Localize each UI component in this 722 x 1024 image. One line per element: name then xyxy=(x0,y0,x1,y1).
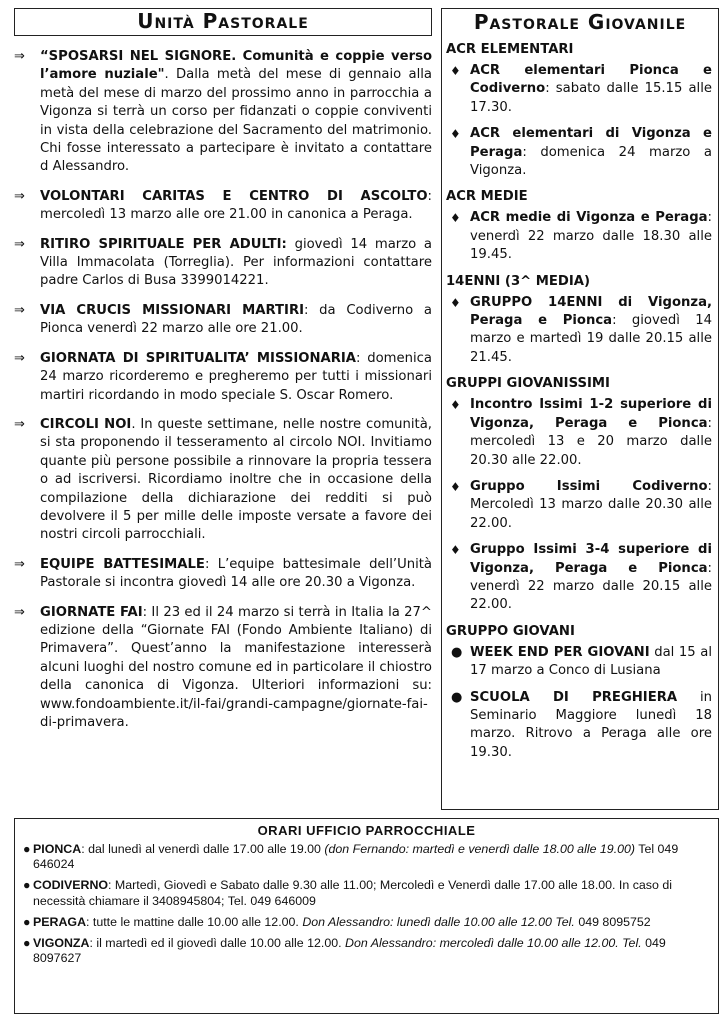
announcement-item xyxy=(14,188,432,225)
announcement-text: : domenica 24 marzo ricorderemo e pregheremo per tutti i missionari martiri ricordando in modo speciale S. Oscar Romero. xyxy=(40,350,432,403)
office-place: VIGONZA xyxy=(33,936,90,951)
office-hours-box xyxy=(14,818,719,1014)
announcement-item xyxy=(14,48,432,177)
youth-item-title: Gruppo Issimi Codiverno xyxy=(470,478,708,494)
diamond-icon: ♦ xyxy=(450,543,461,558)
section-heading: GRUPPI GIOVANISSIMI xyxy=(446,376,610,392)
arrow-icon: ⇒ xyxy=(14,416,25,432)
announcement-title: “SPOSARSI NEL SIGNORE. Comunità e coppie verso l’amore nuziale" xyxy=(40,49,432,83)
youth-item-text: in Seminario Maggiore lunedì 18 marzo. Ritrovo a Peraga alle ore 19.30. xyxy=(470,689,712,760)
youth-item-title: ACR medie di Vigonza e Peraga xyxy=(470,210,708,226)
announcement-item xyxy=(14,604,432,733)
youth-item-text: : venerdì 22 marzo dalle 18.30 alle 19.45. xyxy=(470,210,712,263)
youth-item-text: : sabato dalle 15.15 alle 17.30. xyxy=(470,81,712,115)
diamond-icon: ♦ xyxy=(450,64,461,78)
bullet-icon: ● xyxy=(451,644,463,660)
announcement-text: : L’equipe battesimale dell’Unità Pastorale si incontra giovedì 14 alle ore 20.30 a Vigonza. xyxy=(40,556,432,591)
youth-item xyxy=(442,644,718,681)
arrow-icon: ⇒ xyxy=(14,350,25,366)
announcement-text: giovedì 14 marzo a Villa Immacolata (Torreglia). Per informazioni contattare padre Carlos di Busa 3399014221. xyxy=(40,236,433,289)
announcement-item xyxy=(14,556,432,593)
youth-item-text: : mercoledì 13 e 20 marzo dalle 20.30 alle 22.00. xyxy=(470,415,712,468)
arrow-icon: ⇒ xyxy=(14,302,25,318)
office-text: : tutte le mattine dalle 10.00 alle 12.00. xyxy=(86,914,303,929)
bullet-icon: ● xyxy=(23,842,31,856)
office-italic: Don Alessandro: lunedì dalle 10.00 alle 12.00 Tel. xyxy=(302,914,575,929)
youth-item-text: : domenica 24 marzo a Vigonza. xyxy=(470,144,712,179)
announcement-text: : Il 23 ed il 24 marzo si terrà in Italia la 27^ edizione della “Giornate FAI (Fondo Ambiente Italiano) di Primavera”. Quest’anno la manifestazione interesserà alcuni luoghi del nostro comune ed in particolare il chiostro della canonica di Vigonza. Ulteriori informazioni su: www.fondoambiente.it/il-fai/grandi-campagne/giornate-fai-di-primavera. xyxy=(40,604,432,730)
office-italic: (don Fernando: martedì e venerdì dalle 18.00 alle 19.00) xyxy=(324,842,636,856)
office-tail: 049 8095752 xyxy=(574,914,651,929)
youth-item xyxy=(442,478,718,533)
announcement-item xyxy=(14,416,432,545)
announcement-item xyxy=(14,236,432,291)
office-place: CODIVERNO xyxy=(33,878,109,893)
office-place: PERAGA xyxy=(33,914,87,929)
youth-item xyxy=(442,294,718,368)
announcement-title: GIORNATA DI SPIRITUALITA’ MISSIONARIA xyxy=(40,350,356,366)
announcement-title: CIRCOLI NOI xyxy=(40,416,132,432)
announcement-title: RITIRO SPIRITUALE PER ADULTI: xyxy=(40,236,287,252)
diamond-icon: ♦ xyxy=(450,295,461,310)
youth-item-title: WEEK END PER GIOVANI xyxy=(470,644,650,660)
office-hours-item xyxy=(23,842,710,872)
announcement-title: EQUIPE BATTESIMALE xyxy=(40,556,205,572)
youth-item xyxy=(442,396,718,470)
bullet-icon: ● xyxy=(451,689,463,705)
diamond-icon: ♦ xyxy=(450,211,461,226)
arrow-icon: ⇒ xyxy=(14,604,25,620)
youth-item-text: : venerdì 22 marzo dalle 20.15 alle 22.00. xyxy=(470,560,712,613)
youth-item-text: dal 15 al 17 marzo a Conco di Lusiana xyxy=(470,644,712,679)
office-hours-item xyxy=(23,878,710,908)
youth-item-text: : Mercoledì 13 marzo dalle 20.30 alle 22.00. xyxy=(470,478,712,531)
announcement-item xyxy=(14,350,432,405)
arrow-icon: ⇒ xyxy=(14,236,25,252)
announcement-item xyxy=(14,302,432,339)
youth-item xyxy=(442,62,718,117)
pastorale-giovanile-header: Pastorale Giovanile xyxy=(473,10,687,34)
office-tail: 049 8097627 xyxy=(33,936,666,966)
youth-item xyxy=(442,209,718,264)
youth-item-text: : giovedì 14 marzo e martedì 19 dalle 20.15 alle 21.45. xyxy=(470,313,712,365)
announcement-text: . Dalla metà del mese di gennaio alla metà del mese di marzo del prossimo anno in parrocchia a Vigonza si terrà un corso per fidanzati o coppie conviventi in vista della celebrazione del Sacramento del matrimonio. Chi fosse interessato a partecipare è invitato a contattare d Alessandro. xyxy=(40,67,432,175)
unita-pastorale-column xyxy=(14,8,432,810)
youth-item-title: ACR elementari di Vigonza e Peraga xyxy=(470,126,712,160)
bullet-icon: ● xyxy=(23,878,31,893)
office-italic: Don Alessandro: mercoledì dalle 10.00 alle 12.00. Tel. xyxy=(345,936,642,951)
youth-item xyxy=(442,125,718,180)
youth-item xyxy=(442,541,718,615)
office-hours-title: ORARI UFFICIO PARROCCHIALE xyxy=(257,823,476,838)
youth-item-title: SCUOLA DI PREGHIERA xyxy=(470,689,678,705)
announcement-title: VOLONTARI CARITAS E CENTRO DI ASCOLTO xyxy=(40,188,428,204)
section-heading: GRUPPO GIOVANI xyxy=(446,623,575,639)
announcement-text: : mercoledì 13 marzo alle ore 21.00 in canonica a Peraga. xyxy=(40,188,432,223)
pastorale-giovanile-column xyxy=(441,8,719,810)
youth-item-title: GRUPPO 14ENNI di Vigonza, Peraga e Pionca xyxy=(470,294,712,329)
bullet-icon: ● xyxy=(23,936,31,951)
bullet-icon: ● xyxy=(23,914,31,929)
office-place: PIONCA xyxy=(33,842,82,856)
youth-item xyxy=(442,689,718,763)
unita-pastorale-header: Unità Pastorale xyxy=(14,8,432,36)
office-tail: Tel 049 646024 xyxy=(33,842,679,872)
arrow-icon: ⇒ xyxy=(14,49,25,64)
section-heading: ACR ELEMENTARI xyxy=(446,42,574,57)
announcement-text: : da Codiverno a Pionca venerdì 22 marzo alle ore 21.00. xyxy=(40,302,432,337)
arrow-icon: ⇒ xyxy=(14,556,25,572)
diamond-icon: ♦ xyxy=(450,479,461,494)
office-text: : il martedì ed il giovedì dalle 10.00 alle 12.00. xyxy=(89,936,345,951)
announcement-title: VIA CRUCIS MISSIONARI MARTIRI xyxy=(40,302,305,318)
arrow-icon: ⇒ xyxy=(14,188,25,204)
section-heading: ACR MEDIE xyxy=(446,189,528,205)
diamond-icon: ♦ xyxy=(450,127,461,142)
office-hours-item xyxy=(23,915,710,930)
announcement-title: GIORNATE FAI xyxy=(40,604,143,620)
youth-item-title: Gruppo Issimi 3-4 superiore di Vigonza, Peraga e Pionca xyxy=(470,542,712,576)
office-text: : Martedì, Giovedì e Sabato dalle 9.30 alle 11.00; Mercoledì e Venerdì dalle 17.00 alle 18.00. In caso di necessità chiamare il 3408945804; Tel. 049 646009 xyxy=(33,878,672,908)
diamond-icon: ♦ xyxy=(450,398,461,413)
announcement-text: . In queste settimane, nelle nostre comunità, si sta proponendo il tesseramento al circolo NOI. Invitiamo quante più persone possibile a rinnovare la propria tessera o ad iscriversi. Ricordiamo inoltre che in occasione della compilazione della dichiarazione dei redditi si può devolvere il 5 per mille delle imposte versate a favore dei nostri circoli parrocchiali. xyxy=(40,416,432,543)
youth-item-title: Incontro Issimi 1-2 superiore di Vigonza, Peraga e Pionca xyxy=(470,397,712,431)
office-hours-item xyxy=(23,936,710,966)
youth-item-title: ACR elementari Pionca e Codiverno xyxy=(470,63,712,97)
section-heading: 14ENNI (3^ MEDIA) xyxy=(446,273,590,289)
office-text: : dal lunedì al venerdì dalle 17.00 alle 19.00 xyxy=(81,842,325,856)
